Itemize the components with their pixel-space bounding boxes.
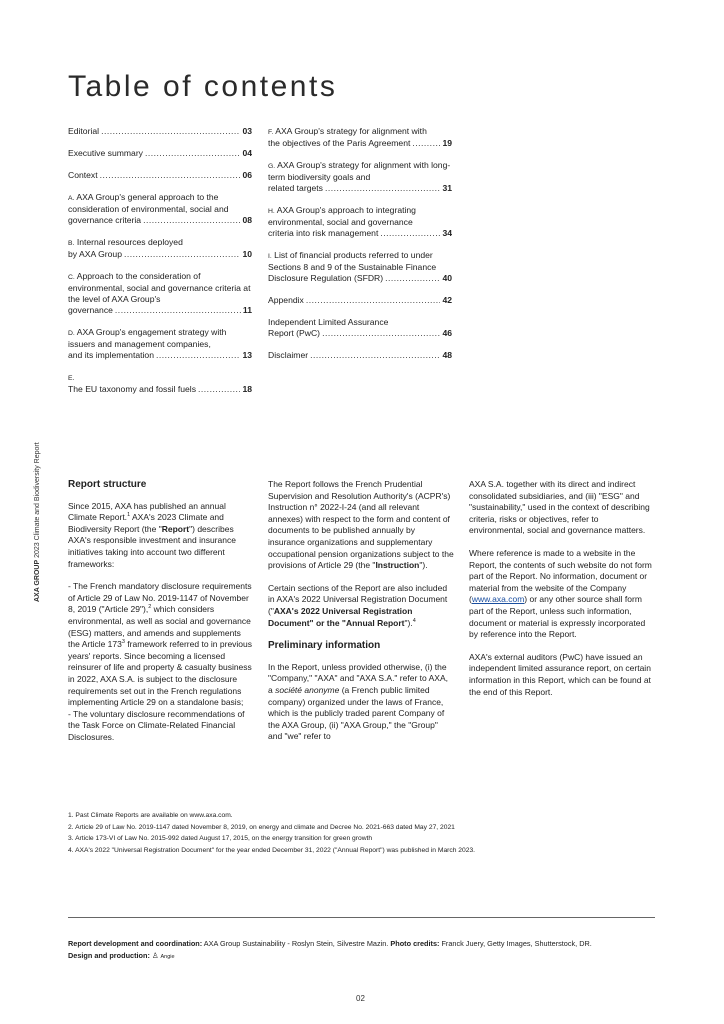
instruction-paragraph: The Report follows the French Prudential Supervision and Resolution Authority's (ACPR's) Instruction n° 2022-I-24 (and all relevant annexes) with respect to the form and content of documents to be published annually by insurance organizations and supplementary occupational pension organizations subject to the provisions of Article 29 (the "Instruction"). [268, 479, 454, 571]
toc-entry-label: criteria into risk management [268, 228, 379, 238]
toc-entry[interactable] [68, 372, 252, 395]
toc-entry[interactable] [268, 295, 452, 306]
toc-leader-dots [145, 148, 240, 159]
toc-leader-dots [385, 273, 440, 284]
angie-logo-icon: ♙ [149, 951, 161, 960]
toc-entry[interactable] [268, 317, 452, 339]
credits-line-1: Report development and coordination: AXA Group Sustainability - Roslyn Stein, Silvestre Mazin. Photo credits: Franck Juery, Getty Images, Shutterstock, DR. [68, 939, 592, 948]
definitions-paragraph: AXA S.A. together with its direct and indirect consolidated subsidiaries, and (iii) "ESG" and "sustainability," used in the context of describing criteria, risks or objectives, refer to environmental, social and governance matters. [469, 479, 650, 536]
page-number: 02 [356, 994, 365, 1003]
toc-entry-label: by AXA Group [68, 249, 122, 259]
preliminary-information-heading: Preliminary information [268, 640, 381, 652]
toc-section-letter: F. [268, 129, 274, 136]
toc-section-letter: D. [68, 330, 75, 337]
toc-page-number: 03 [242, 126, 252, 136]
toc-entry[interactable] [68, 237, 252, 260]
footnote: 2. Article 29 of Law No. 2019-1147 dated November 8, 2019, on energy and climate and Decree No. 2021-663 dated May 27, 2021 [68, 823, 455, 831]
toc-entry-text: Internal resources deployed [76, 237, 183, 247]
toc-entry-label: Report (PwC) [268, 328, 321, 338]
toc-page-number: 06 [242, 170, 252, 180]
side-label-text: 2023 Climate and Biodiversity Report [34, 442, 41, 560]
credits-line-2: Design and production: ♙ Angie [68, 951, 175, 960]
axa-website-link[interactable]: www.axa.com [471, 594, 525, 605]
toc-left-column [68, 126, 252, 406]
footnote: 1. Past Climate Reports are available on www.axa.com. [68, 812, 233, 819]
annual-report-paragraph: Certain sections of the Report are also included in AXA's 2022 Universal Registration Document ("AXA's 2022 Universal Registration Document" or the "Annual Report").$^4$ [268, 582, 448, 628]
preliminary-information-text: In the Report, unless provided otherwise, (i) the "Company," "AXA" and "AXA S.A." refer to AXA, a société anonyme (a French public limited company) organized under the laws of France, which is the publicly traded parent Company of the AXA Group, (ii) "AXA Group," the "Group" and "we" refer to [268, 661, 449, 742]
toc-page-number: 34 [442, 228, 452, 238]
toc-section-letter: C. [68, 274, 75, 281]
toc-entry-text: AXA Group's engagement strategy with issuers and management companies, [68, 327, 227, 349]
toc-leader-dots [101, 126, 240, 137]
toc-section-letter: B. [68, 240, 75, 247]
footnote: 4. AXA's 2022 "Universal Registration Document" for the year ended December 31, 2022 ("Annual Report") was published in March 2023. [68, 846, 476, 854]
toc-leader-dots [380, 228, 440, 239]
toc-section-letter: A. [68, 195, 75, 202]
report-structure-intro: Since 2015, AXA has published an annual Climate Report.$^1$ AXA's 2023 Climate and Biodiversity Report (the "Report") describes AXA's responsible investment and insurance initiatives taking into account two different frameworks: [68, 500, 236, 569]
toc-entry-label: Appendix [268, 295, 304, 305]
toc-page-number: 31 [442, 183, 452, 193]
toc-leader-dots [325, 183, 441, 194]
toc-leader-dots [306, 295, 441, 306]
toc-entry-text: List of financial products referred to under Sections 8 and 9 of the Sustainable Finance [268, 250, 437, 272]
toc-entry-text: AXA Group's approach to integrating environmental, social and governance [268, 205, 416, 227]
toc-section-letter: G. [268, 163, 276, 170]
toc-right-column [268, 126, 452, 372]
toc-entry-label: Disclaimer [268, 350, 309, 360]
page-title: Table of contents [68, 70, 338, 103]
toc-entry-label: Executive summary [68, 148, 143, 158]
toc-entry[interactable] [268, 160, 452, 194]
toc-page-number: 08 [242, 215, 252, 225]
toc-entry[interactable] [68, 271, 252, 316]
toc-entry[interactable] [68, 148, 252, 159]
toc-entry-label: Context [68, 170, 98, 180]
toc-entry[interactable] [268, 250, 452, 284]
toc-entry-text: Approach to the consideration of environmental, social and governance criteria at the level of AXA Group's [68, 271, 251, 304]
toc-leader-dots [198, 384, 240, 395]
toc-entry-text: Independent Limited Assurance [268, 317, 389, 327]
footnote: 3. Article 173-VI of Law No. 2015-992 dated August 17, 2015, on the energy transition for green growth [68, 835, 373, 843]
toc-entry-text: AXA Group's general approach to the consideration of environmental, social and [68, 192, 229, 214]
body-column-1 [68, 479, 254, 754]
toc-page-number: 48 [442, 350, 452, 360]
toc-entry[interactable] [68, 192, 252, 226]
side-report-label [34, 442, 41, 602]
website-paragraph: Where reference is made to a website in the Report, the contents of such website do not form part of the Report. No information, document or material from the website of the Company (www.axa.com) or any other source shall form part of the Report, unless such information, document or material is expressly incorporated by reference into the Report. [469, 547, 652, 640]
footer-divider [68, 917, 655, 918]
toc-entry-label: the objectives of the Paris Agreement [268, 138, 411, 148]
toc-entry-label: governance criteria [68, 215, 142, 225]
toc-entry-text: AXA Group's strategy for alignment with [275, 126, 427, 136]
toc-entry-label: related targets [268, 183, 323, 193]
toc-leader-dots [322, 328, 440, 339]
toc-entry-label: Editorial [68, 126, 100, 136]
toc-leader-dots [143, 215, 240, 226]
toc-entry[interactable] [68, 327, 252, 361]
toc-entry[interactable] [68, 170, 252, 181]
toc-page-number: 13 [242, 350, 252, 360]
toc-page-number: 46 [442, 328, 452, 338]
toc-page-number: 42 [442, 295, 452, 305]
auditors-paragraph: AXA's external auditors (PwC) have issued an independent limited assurance report, on certain information in this Report, which can be found at the end of this Report. [469, 651, 651, 697]
toc-leader-dots [412, 138, 440, 149]
toc-entry-label: Disclosure Regulation (SFDR) [268, 273, 384, 283]
toc-section-letter: I. [268, 253, 272, 260]
toc-entry-label: and its implementation [68, 350, 154, 360]
toc-entry[interactable] [268, 205, 452, 239]
toc-entry-text: AXA Group's strategy for alignment with long-term biodiversity goals and [268, 160, 451, 182]
toc-page-number: 10 [242, 249, 252, 259]
toc-page-number: 18 [242, 384, 252, 394]
toc-page-number: 04 [242, 148, 252, 158]
toc-leader-dots [156, 350, 240, 361]
toc-leader-dots [100, 170, 241, 181]
toc-entry-label: governance [68, 305, 113, 315]
side-label-brand: AXA GROUP [34, 559, 41, 602]
toc-page-number: 40 [442, 273, 452, 283]
toc-leader-dots [124, 249, 240, 260]
toc-entry[interactable] [268, 126, 452, 149]
body-column-2 [268, 479, 454, 754]
toc-section-letter: H. [268, 208, 275, 215]
report-structure-frameworks: - The French mandatory disclosure requirements of Article 29 of Law No. 2019-1147 of November 8, 2019 ("Article 29"),$^2$ which considers environmental, as well as social and governance (ESG) matters, and amends and supplements the Article $173^3$ framework referred to in previous years' reports. Since becoming a licensed reinsurer of life and property & casualty business in 2022, AXA S.A. is subject to the disclosure requirements set out in the French regulations implementing Article 29 on a standalone basis; - The voluntary disclosure recommendations of the Task Force on Climate-Related Financial Disclosures. [68, 581, 253, 742]
toc-page-number: 19 [442, 138, 452, 148]
report-structure-heading: Report structure [68, 479, 147, 490]
credits [68, 938, 668, 963]
toc-leader-dots [115, 305, 241, 316]
toc-leader-dots [310, 350, 440, 361]
toc-entry-label: The EU taxonomy and fossil fuels [68, 384, 197, 394]
toc-entry[interactable] [68, 126, 252, 137]
toc-page-number: 11 [242, 305, 252, 315]
toc-entry[interactable] [268, 350, 452, 361]
toc-section-letter: E. [68, 375, 75, 382]
body-column-3 [469, 479, 655, 709]
footnotes [68, 810, 668, 856]
